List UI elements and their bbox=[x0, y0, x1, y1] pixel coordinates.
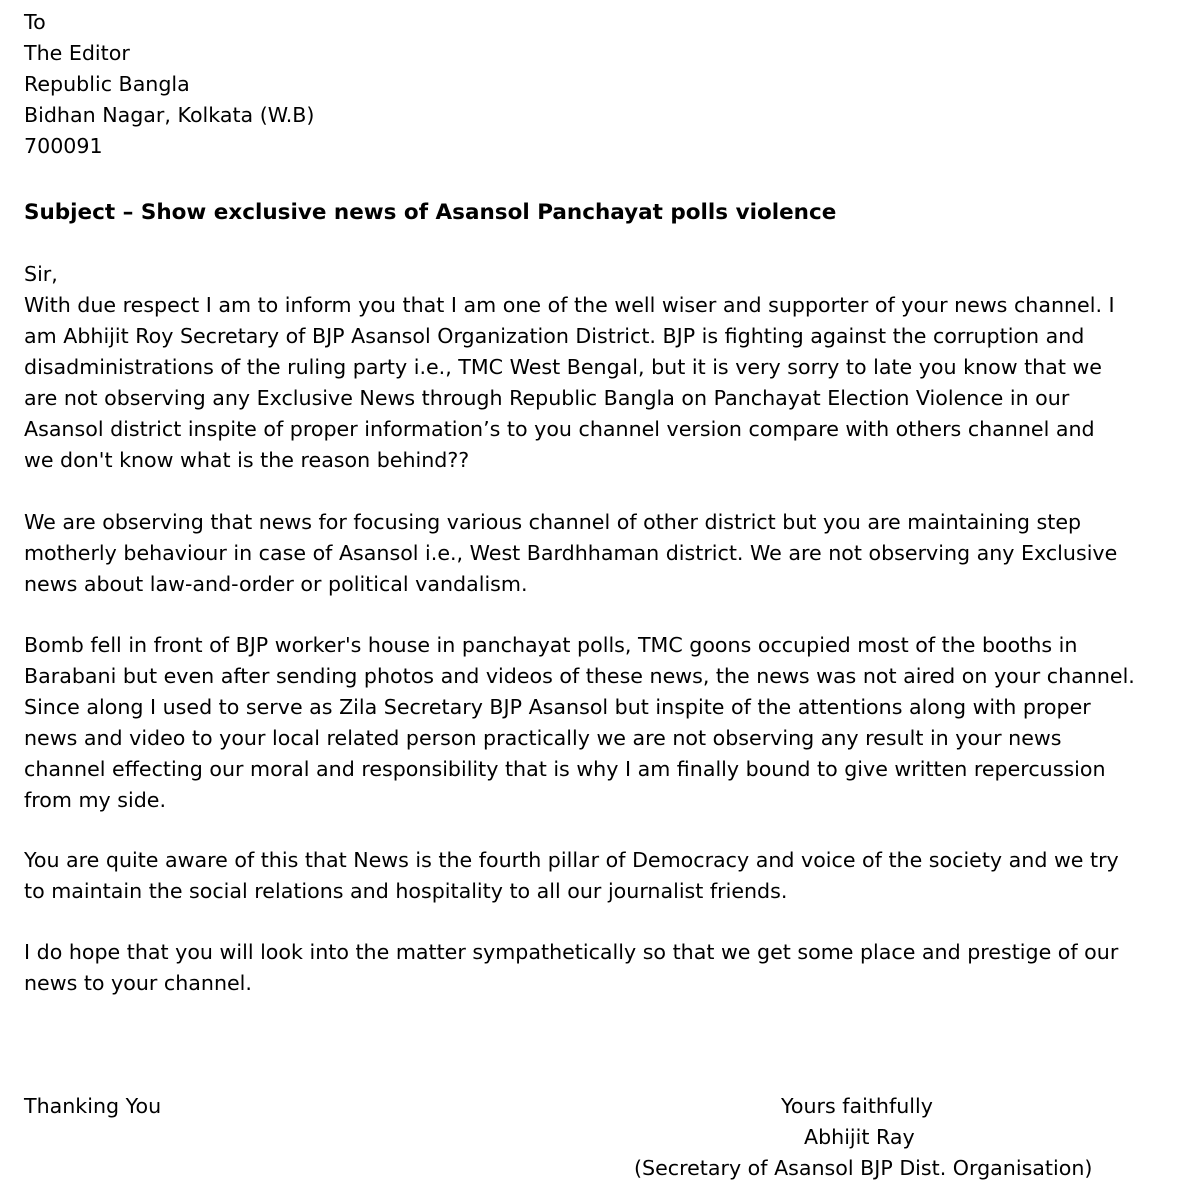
paragraph-4 bbox=[24, 845, 1184, 907]
paragraph-line: Since along I used to serve as Zila Secretary BJP Asansol but inspite of the attentions along with proper bbox=[24, 695, 1091, 719]
paragraph-1 bbox=[24, 290, 1184, 476]
signature-name: Abhijit Ray bbox=[804, 1125, 915, 1149]
paragraph-line: news about law-and-order or political vandalism. bbox=[24, 572, 528, 596]
paragraph-line: are not observing any Exclusive News through Republic Bangla on Panchayat Election Violence in our bbox=[24, 386, 1070, 410]
paragraph-line: am Abhijit Roy Secretary of BJP Asansol Organization District. BJP is fighting against the corruption and bbox=[24, 324, 1085, 348]
paragraph-line: from my side. bbox=[24, 788, 167, 812]
paragraph-line: You are quite aware of this that News is the fourth pillar of Democracy and voice of the society and we try bbox=[24, 848, 1119, 872]
paragraph-line: news to your channel. bbox=[24, 971, 252, 995]
recipient-address bbox=[24, 7, 314, 162]
paragraph-line: to maintain the social relations and hospitality to all our journalist friends. bbox=[24, 879, 788, 903]
signature-designation: (Secretary of Asansol BJP Dist. Organisation) bbox=[634, 1156, 1093, 1180]
paragraph-line: Bomb fell in front of BJP worker's house in panchayat polls, TMC goons occupied most of the booths in bbox=[24, 633, 1078, 657]
paragraph-line: Barabani but even after sending photos and videos of these news, the news was not aired on your channel. bbox=[24, 664, 1135, 688]
address-line: Bidhan Nagar, Kolkata (W.B) bbox=[24, 103, 315, 127]
address-line: 700091 bbox=[24, 134, 103, 158]
address-line: To bbox=[24, 10, 46, 34]
paragraph-line: I do hope that you will look into the matter sympathetically so that we get some place and prestige of our bbox=[24, 940, 1119, 964]
paragraph-5 bbox=[24, 937, 1184, 999]
subject-line: Subject – Show exclusive news of Asansol Panchayat polls violence bbox=[24, 200, 837, 225]
address-line: The Editor bbox=[24, 41, 130, 65]
paragraph-line: we don't know what is the reason behind?? bbox=[24, 448, 470, 472]
signature-valediction: Yours faithfully bbox=[781, 1094, 933, 1118]
paragraph-line: news and video to your local related person practically we are not observing any result in your news bbox=[24, 726, 1062, 750]
paragraph-3 bbox=[24, 630, 1184, 816]
paragraph-2 bbox=[24, 507, 1184, 600]
salutation: Sir, bbox=[24, 262, 58, 286]
paragraph-line: Asansol district inspite of proper information’s to you channel version compare with others channel and bbox=[24, 417, 1095, 441]
paragraph-line: channel effecting our moral and responsibility that is why I am finally bound to give written repercussion bbox=[24, 757, 1106, 781]
paragraph-line: motherly behaviour in case of Asansol i.e., West Bardhhaman district. We are not observing any Exclusive bbox=[24, 541, 1118, 565]
paragraph-line: disadministrations of the ruling party i.e., TMC West Bengal, but it is very sorry to late you know that we bbox=[24, 355, 1102, 379]
paragraph-line: With due respect I am to inform you that I am one of the well wiser and supporter of your news channel. I bbox=[24, 293, 1115, 317]
paragraph-line: We are observing that news for focusing various channel of other district but you are maintaining step bbox=[24, 510, 1082, 534]
address-line: Republic Bangla bbox=[24, 72, 190, 96]
closing-remark: Thanking You bbox=[24, 1094, 162, 1118]
